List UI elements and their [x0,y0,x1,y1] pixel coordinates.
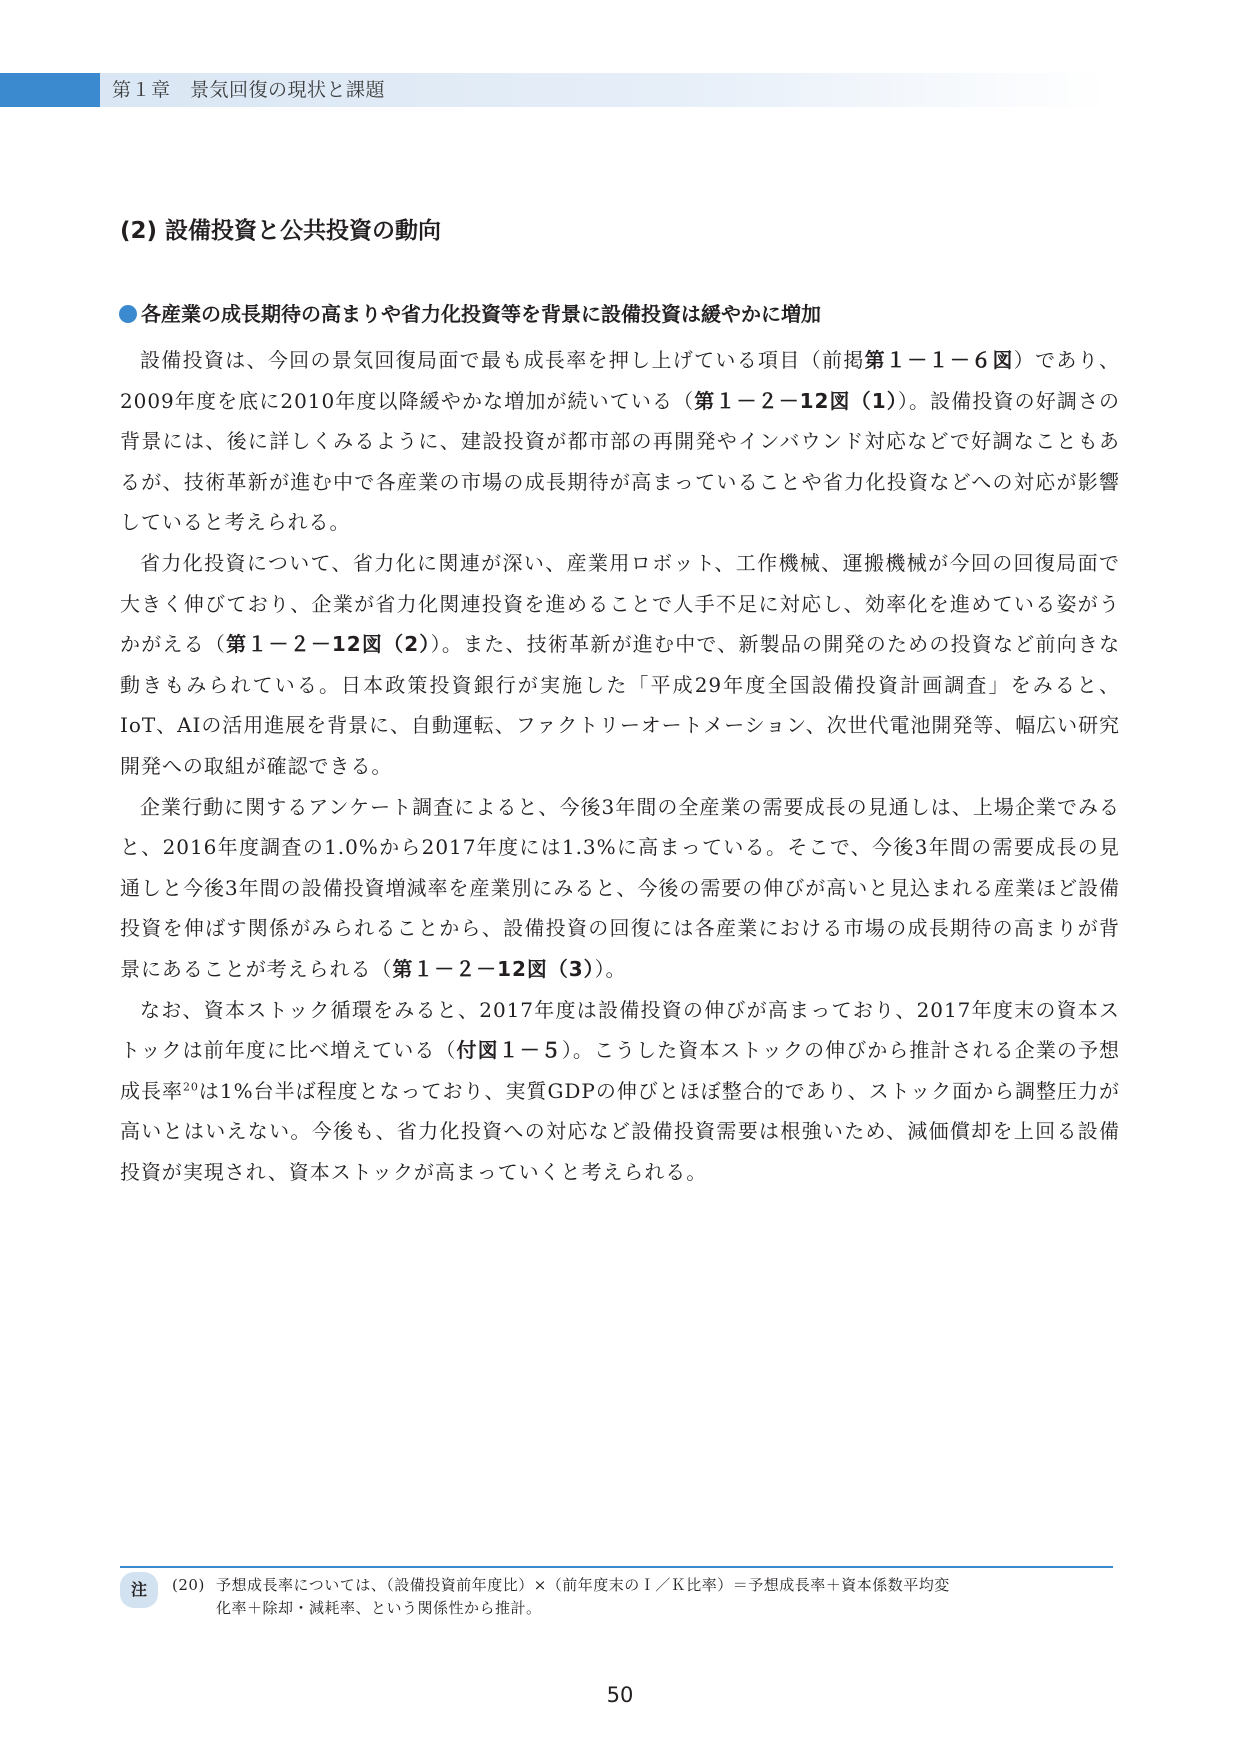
footnote-divider [120,1566,1113,1568]
paragraph-4 [120,990,1120,1193]
text-run: ）。こうした資本ストックの伸びから推計される企業の予想成長率 [120,1038,1120,1103]
footnote-line-1: 予想成長率については、（設備投資前年度比）×（前年度末のＩ／Ｋ比率）＝予想成長率＋資本係数平均変 [216,1576,950,1594]
header-tab [0,73,100,107]
figure-reference: 第１－２－12図（2） [226,632,431,657]
text-run: ）。 [594,956,627,981]
text-run: ）であり、2009年度を底に2010年度以降緩やかな増加が続いている（ [120,348,1120,413]
text-run: 企業行動に関するアンケート調査によると、今後3年間の全産業の需要成長の見通しは、上場企業でみると、2016年度調査の1.0%から2017年度には1.3%に高まっている。そこで、今後3年間の需要成長の見通しと今後3年間の設備投資増減率を産業別にみると、今後の需要の伸びが高いと見込まれる産業ほど設備投資を伸ばす関係がみられることから、設備投資の回復には各産業における市場の成長期待の高まりが背景にあることが考えられる（ [120,794,1120,981]
subheading [119,298,821,330]
text-run: 設備投資は、今回の景気回復局面で最も成長率を押し上げている項目（前掲 [140,348,865,372]
chapter-title: 第１章 景気回復の現状と課題 [112,79,386,101]
figure-reference: 第１－２－12図（1） [694,388,898,413]
body-text [120,340,1120,1192]
bullet-dot-icon [119,305,137,323]
subheading-text: 各産業の成長期待の高まりや省力化投資等を背景に設備投資は緩やかに増加 [141,302,821,326]
figure-reference: 第１－１－６図 [864,348,1014,372]
page-number: 50 [606,1683,634,1707]
footnote-number: (20) [172,1576,205,1594]
text-run: 省力化投資について、省力化に関連が深い、産業用ロボット、工作機械、運搬機械が今回の回復局面で大きく伸びており、企業が省力化関連投資を進めることで人手不足に対応し、効率化を進めている姿がうかがえる（ [120,550,1120,657]
footnote-line-2: 化率＋除却・減耗率、という関係性から推計。 [216,1599,542,1617]
paragraph-2 [120,543,1120,787]
text-run: ）。また、技術革新が進む中で、新製品の開発のための投資など前向きな動きもみられている。日本政策投資銀行が実施した「平成29年度全国設備投資計画調査」をみると、IoT、AIの活用進展を背景に、自動運転、ファクトリーオートメーション、次世代電池開発等、幅広い研究開発への取組が確認できる。 [120,632,1121,778]
paragraph-1 [120,340,1120,543]
paragraph-3 [120,787,1120,990]
figure-reference: 第１－２－12図（3） [392,956,595,981]
text-run: なお、資本ストック循環をみると、2017年度は設備投資の伸びが高まっており、2017年度末の資本ストックは前年度に比べ増えている（ [120,997,1120,1063]
note-badge: 注 [120,1572,158,1608]
section-title: (2) 設備投資と公共投資の動向 [120,218,442,244]
footnote-marker: 20 [182,1080,199,1094]
footnote [172,1574,1122,1620]
text-run: は1%台半ば程度となっており、実質GDPの伸びとほぼ整合的であり、ストック面から調整圧力が高いとはいえない。今後も、省力化投資への対応など設備投資需要は根強いため、減価償却を上回る設備投資が実現され、資本ストックが高まっていくと考えられる。 [120,1078,1120,1184]
figure-reference: 付図１－５ [456,1038,562,1063]
text-run: ）。設備投資の好調さの背景には、後に詳しくみるように、建設投資が都市部の再開発やインバウンド対応などで好調なこともあるが、技術革新が進む中で各産業の市場の成長期待が高まっていることや省力化投資などへの対応が影響していると考えられる。 [120,388,1121,535]
